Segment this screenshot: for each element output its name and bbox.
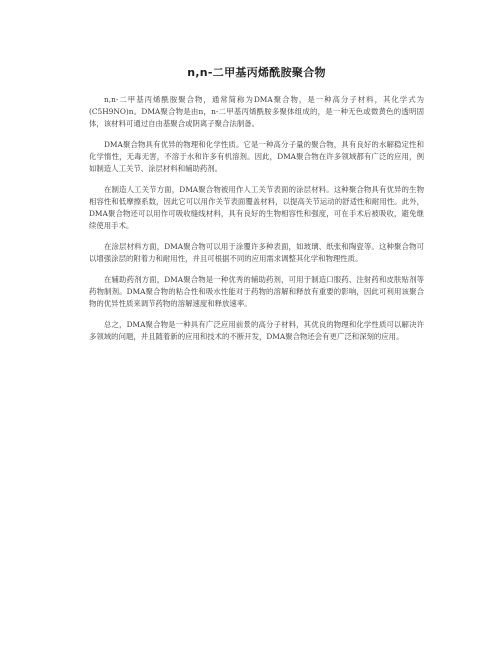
- paragraph-artificial-joints: 在制造人工关节方面，DMA聚合物被用作人工关节表面的涂层材料。这种聚合物具有优异的生物相容性和低摩擦系数，因此它可以用作关节表面覆盖材料，以提高关节运动的舒适性和耐用性。此外，DMA聚合物还可以用作可吸收缝线材料，具有良好的生物相容性和强度，可在手术后被吸收，避免继续使用手术。: [89, 185, 424, 230]
- paragraph-conclusion: 总之，DMA聚合物是一种具有广泛应用前景的高分子材料，其优良的物理和化学性质可以解决许多领域的问题，并且随着新的应用和技术的不断开发，DMA聚合物还会有更广泛和深刻的应用。: [89, 320, 424, 341]
- document-title: n,n-二甲基丙烯酰胺聚合物: [187, 66, 326, 79]
- paragraph-pharmaceutical: 在辅助药剂方面，DMA聚合物是一种优秀的辅助药剂，可用于制造口服药、注射药和皮肤贴剂等药物制剂。DMA聚合物的粘合性和吸水性能对于药物的溶解和释放有重要的影响，因此可利用该聚合物的优异性质来调节药物的溶解速度和释放速率。: [89, 275, 424, 308]
- paragraph-intro: n,n-二甲基丙烯酰胺聚合物，通常简称为DMA聚合物，是一种高分子材料，其化学式为(C5H9NO)n。DMA聚合物是由n，n-二甲基丙烯酰胺多聚体组成的，是一种无色或微黄色的透明固体，该材料可通过自由基聚合或阴离子聚合法制备。: [89, 95, 424, 128]
- paragraph-coatings: 在涂层材料方面，DMA聚合物可以用于涂覆许多种表面，如玻璃、纸张和陶瓷等。这种聚合物可以增强涂层的附着力和耐用性，并且可根据不同的应用需求调整其化学和物理性质。: [89, 242, 424, 263]
- paragraph-properties: DMA聚合物具有优异的物理和化学性质。它是一种高分子量的聚合物，具有良好的水解稳定性和化学惰性，无毒无害，不溶于水和许多有机溶剂。因此，DMA聚合物在许多领域都有广泛的应用，例如制造人工关节、涂层材料和辅助药剂。: [89, 140, 424, 173]
